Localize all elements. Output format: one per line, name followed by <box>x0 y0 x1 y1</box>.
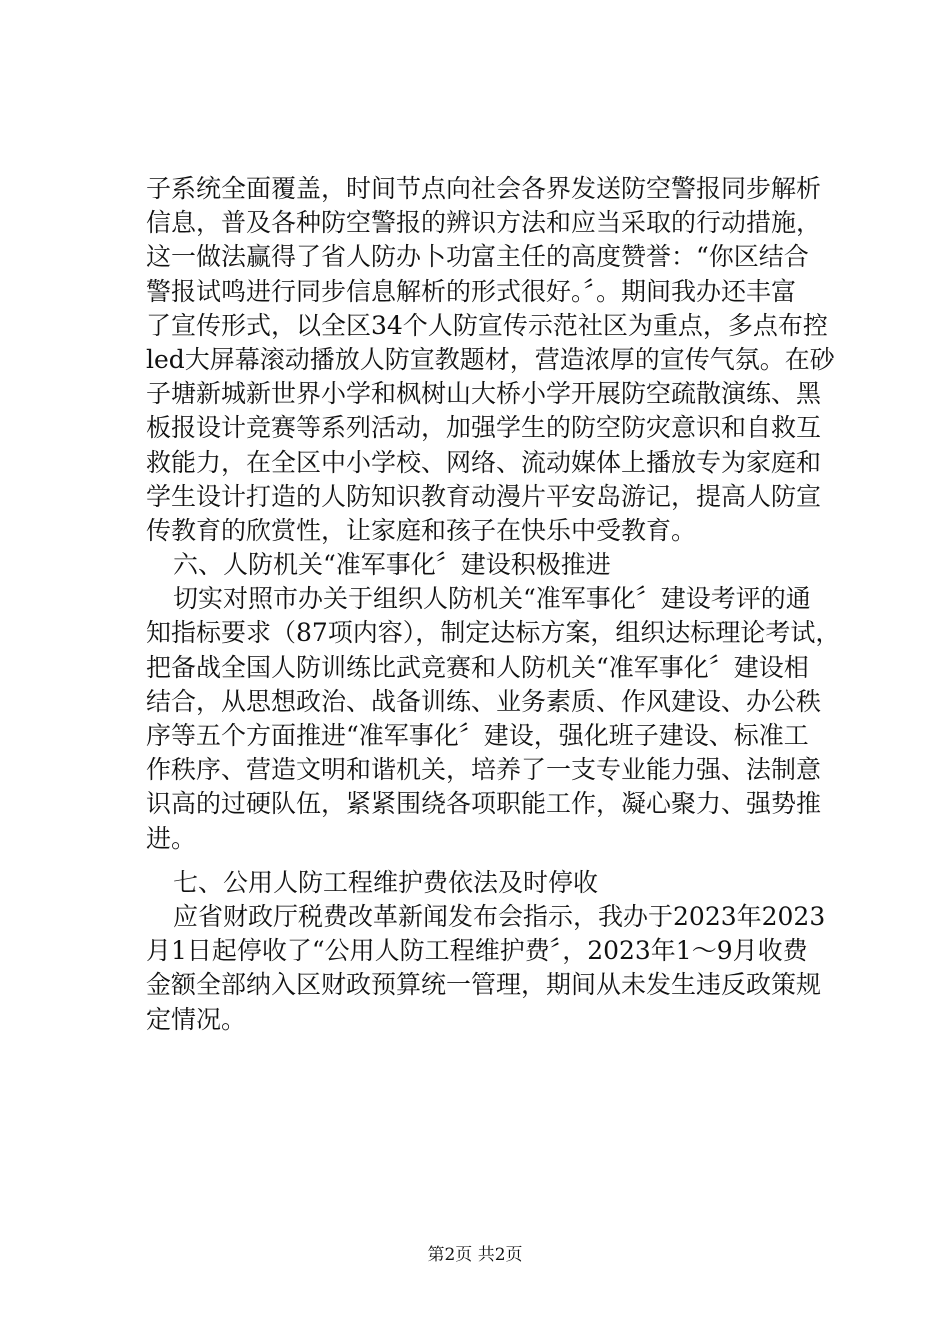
text-line: 信息，普及各种防空警报的辨识方法和应当采取的行动措施， <box>146 208 822 238</box>
text-line: 这一做法赢得了省人防办卜功富主任的高度赞誉：“你区结合 <box>146 242 809 272</box>
paragraph-section-six <box>146 582 860 856</box>
paragraph-gap <box>146 856 860 866</box>
text-line: 传教育的欣赏性，让家庭和孩子在快乐中受教育。 <box>146 515 697 545</box>
text-line: 识高的过硬队伍，紧紧围绕各项职能工作，凝心聚力、强势推 <box>146 789 822 819</box>
text-line: 序等五个方面推进“准军事化〞建设，强化班子建设、标准工 <box>146 721 809 750</box>
text-line: 结合，从思想政治、战备训练、业务素质、作风建设、办公秩 <box>146 686 822 716</box>
text-line: 了宣传形式，以全区34个人防宣传示范社区为重点，多点布控 <box>146 310 828 340</box>
text-line: 切实对照市办关于组织人防机关“准军事化〞建设考评的通 <box>173 584 811 614</box>
text-line: 学生设计打造的人防知识教育动漫片平安岛游记，提高人防宣 <box>146 481 822 511</box>
text-line: 板报设计竞赛等系列活动，加强学生的防空防灾意识和自救互 <box>146 413 822 443</box>
text-line: 子系统全面覆盖，时间节点向社会各界发送防空警报同步解析 <box>146 174 822 203</box>
text-line: 子塘新城新世界小学和枫树山大桥小学开展防空疏散演练、黑 <box>146 379 822 409</box>
text-line: 警报试鸣进行同步信息解析的形式很好。〞。期间我办还丰富 <box>146 276 797 306</box>
paragraph-section-seven <box>146 900 860 1037</box>
paragraph-intro-continuation <box>146 172 860 548</box>
text-line: 救能力，在全区中小学校、网络、流动媒体上播放专为家庭和 <box>146 447 822 477</box>
text-line: 应省财政厅税费改革新闻发布会指示，我办于2023年2023 <box>173 901 826 931</box>
text-line: 作秩序、营造文明和谐机关，培养了一支专业能力强、法制意 <box>146 755 822 785</box>
text-line: led大屏幕滚动播放人防宣教题材，营造浓厚的宣传气氛。在砂 <box>146 344 835 374</box>
text-line: 定情况。 <box>146 1004 247 1034</box>
text-line: 知指标要求（87项内容），制定达标方案，组织达标理论考试， <box>146 618 841 648</box>
section-heading-seven: 七、公用人防工程维护费依法及时停收 <box>173 867 599 897</box>
text-line: 进。 <box>146 823 197 853</box>
text-line: 把备战全国人防训练比武竞赛和人防机关“准军事化〞建设相 <box>146 652 809 682</box>
section-heading-six: 六、人防机关“准军事化〞建设积极推进 <box>173 550 611 580</box>
document-body <box>146 172 860 1037</box>
text-line: 月1日起停收了“公用人防工程维护费〞，2023年1～9月收费 <box>146 936 808 966</box>
text-line: 金额全部纳入区财政预算统一管理，期间从未发生违反政策规 <box>146 970 822 1000</box>
page-number: 第2页 共2页 <box>427 1245 523 1265</box>
